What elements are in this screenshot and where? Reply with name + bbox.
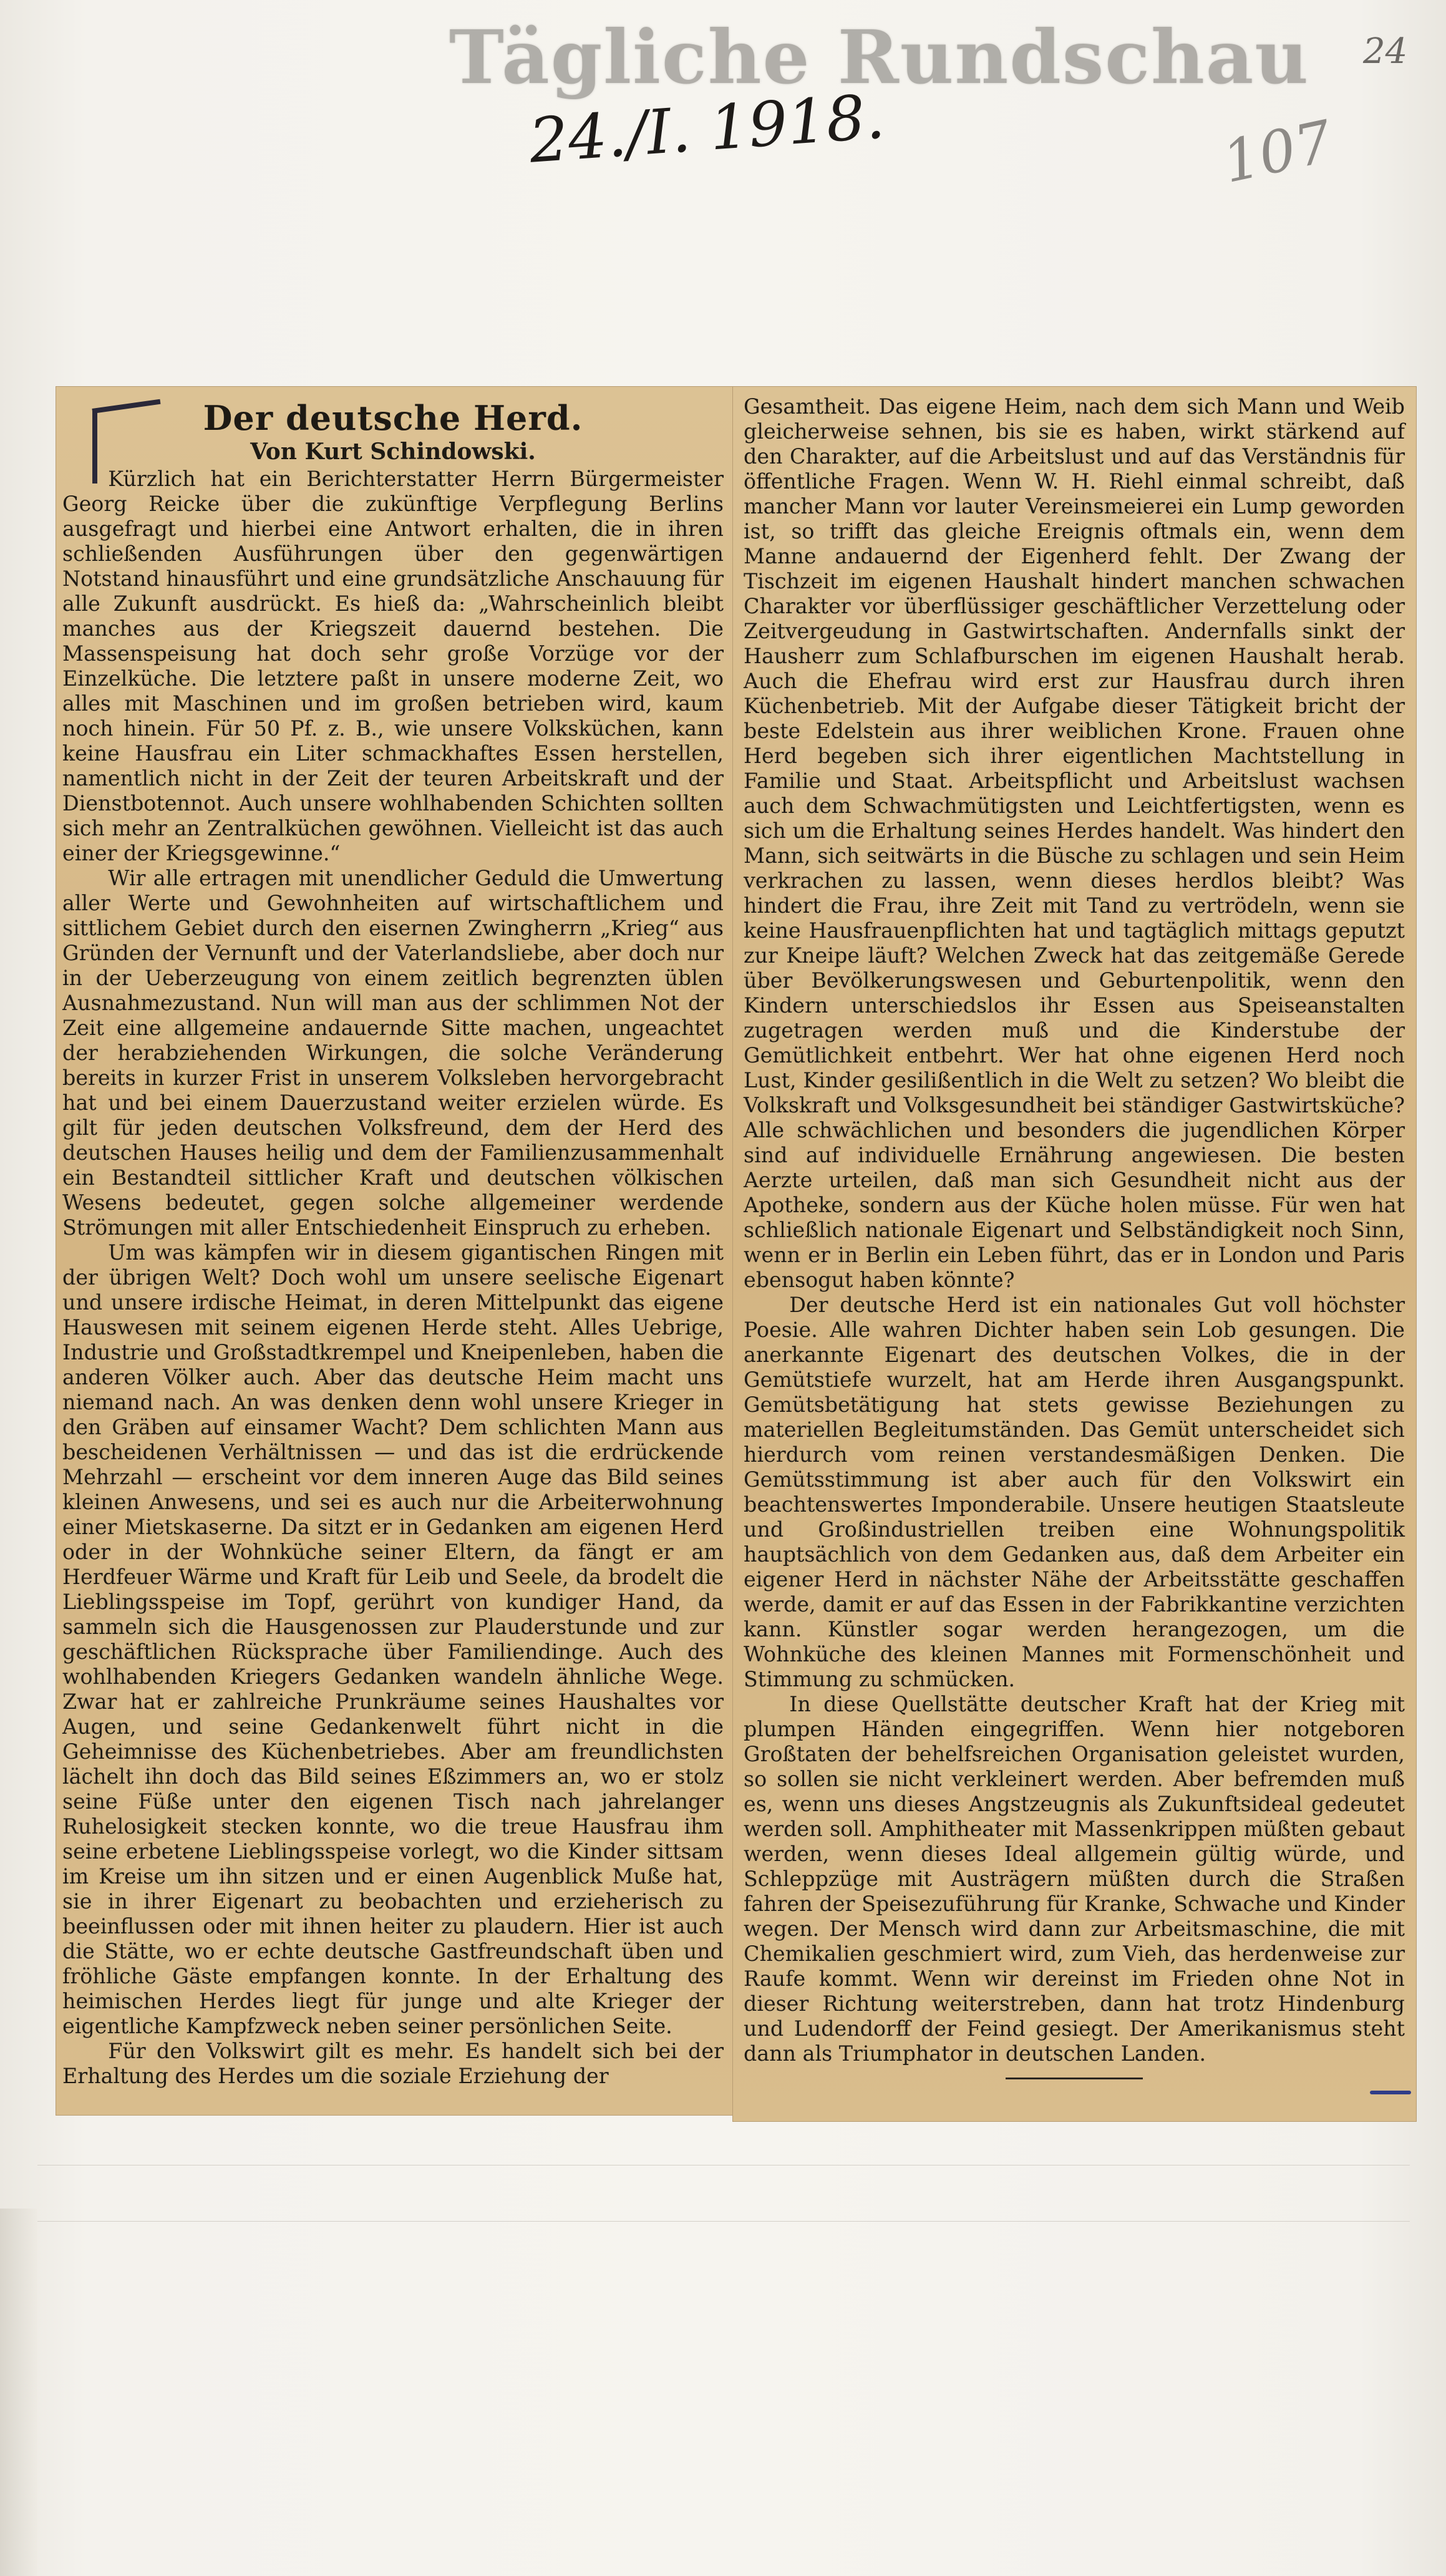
article-column-left bbox=[62, 399, 724, 2089]
newspaper-name-stamp: Tägliche Rundschau bbox=[449, 14, 1310, 100]
paragraph: Wir alle ertragen mit unendlicher Geduld die Umwertung aller Werte und Gewohnheiten auf wirtschaftlichem und sittlichem Gebiet durch den eisernen Zwingherrn „Krieg“ aus Gründen der Vernunft und der Vaterlandsliebe, aber doch nur in der Ueberzeugung von einem zeitlich begrenzten üblen Ausnahmezustand. Nun will man aus der schlimmen Not der Zeit eine allgemeine andauernde Sitte machen, ungeachtet der herabziehenden Wirkungen, die solche Veränderung bereits in kurzer Frist in unserem Volksleben hervorgebracht hat und bei einem Dauerzustand weiter erzielen würde. Es gilt für jeden deutschen Volksfreund, dem der Herd des deutschen Hauses heilig und dem der Familienzusammenhalt ein Bestandteil sittlicher Kraft und deutschen völkischen Wesens bedeutet, gegen solche allgemeiner werdende Strömungen mit aller Entschiedenheit Einspruch zu erheben. bbox=[62, 866, 724, 1240]
paragraph: Gesamtheit. Das eigene Heim, nach dem sich Mann und Weib gleicherweise sehnen, bis sie es haben, wirkt stärkend auf den Charakter, auf die Arbeitslust und auf das Verständnis für öffentliche Fragen. Wenn W. H. Riehl einmal schreibt, daß mancher Mann vor lauter Vereinsmeierei ein Lump geworden ist, so trifft das gleiche Ereignis oftmals ein, wenn dem Manne andauernd der Eigenherd fehlt. Der Zwang der Tischzeit im eigenen Haushalt hindert manchen schwachen Charakter vor überflüssiger geschäftlicher Verzettelung oder Zeitvergeudung in Gastwirtschaften. Andernfalls sinkt der Hausherr zum Schlafburschen im eigenen Haushalt herab. Auch die Ehefrau wird erst zur Hausfrau durch ihren Küchenbetrieb. Mit der Aufgabe dieser Tätigkeit bricht der beste Edelstein aus ihrer weiblichen Krone. Frauen ohne Herd begeben sich ihrer eigentlichen Machtstellung in Familie und Staat. Arbeitspflicht und Arbeitslust wachsen auch dem Schwachmütigsten und Leichtfertigsten, wenn es sich um die Erhaltung seines Herdes handelt. Was hindert den Mann, sich seitwärts in die Büsche zu schlagen und sein Heim verkrachen zu lassen, wenn dieses herdlos bleibt? Was hindert die Frau, ihre Zeit mit Tand zu vertrödeln, wenn sie keine Hausfrauenpflichten hat und tagtäglich mittags geputzt zur Kneipe läuft? Welchen Zweck hat das zeitgemäße Gerede über Bevölkerungswesen und Geburtenpolitik, wenn den Kindern unterschiedslos ihr Essen aus Speiseanstalten zugetragen werden muß und die Kinderstube der Gemütlichkeit entbehrt. Wer hat ohne eigenen Herd noch Lust, Kinder gesilißentlich in die Welt zu setzen? Wo bleibt die Volkskraft und Volksgesundheit bei ständiger Gastwirtsküche? Alle schwächlichen und besonders die jugendlichen Körper sind auf individuelle Ernährung angewiesen. Die besten Aerzte urteilen, daß man sich Gesundheit nicht aus der Apotheke, sondern aus der Küche holen müsse. Für wen hat schließlich nationale Eigenart und Selbständigkeit noch Sinn, wenn er in Berlin ein Leben führt, das er in London und Paris ebensogut haben könnte? bbox=[744, 394, 1405, 1292]
fold-line bbox=[37, 2221, 1410, 2222]
paragraph: In diese Quellstätte deutscher Kraft hat der Krieg mit plumpen Händen eingegriffen. Wenn hier notgeboren Großtaten der behelfsreichen Organisation geleistet wurden, so sollen sie nicht verkleinert werden. Aber befremden muß es, wenn uns dieses Angstzeugnis als Zukunftsideal gedeutet werden soll. Amphitheater mit Massenkrippen müßten gebaut werden, wenn dieses Ideal allgemein gültig würde, und Schleppzüge mit Austrägern müßten durch die Straßen fahren der Speisezuführung für Kranke, Schwache und Kinder wegen. Der Mensch wird dann zur Arbeitsmaschine, die mit Chemikalien geschmiert wird, zum Vieh, das herdenweise zur Raufe kommt. Wenn wir dereinst im Frieden ohne Not in dieser Richtung weiterstreben, dann hat trotz Hindenburg und Ludendorff der Feind gesiegt. Der Amerikanismus steht dann als Triumphator in deutschen Landen. bbox=[744, 1692, 1405, 2066]
paragraph: Der deutsche Herd ist ein nationales Gut voll höchster Poesie. Alle wahren Dichter haben sein Lob gesungen. Die anerkannte Eigenart des deutschen Volkes, die in der Gemütstiefe wurzelt, hat am Herde ihren Ausgangspunkt. Gemütsbetätigung hat stets gewisse Beziehungen zu materiellen Begleitumständen. Das Gemüt unterscheidet sich hierdurch vom reinen verstandesmäßigen Denken. Die Gemütsstimmung ist aber auch für den Volkswirt ein beachtenswertes Imponderabile. Unsere heutigen Staatsleute und Großindustriellen treiben eine Wohnungspolitik hauptsächlich von dem Gedanken aus, daß dem Arbeiter ein eigener Herd in nächster Nähe der Arbeitsstätte geschaffen werde, damit er auf das Essen in der Fabrikkantine verzichten kann. Künstler sogar werden herangezogen, um die Wohnküche des kleinen Mannes mit Formenschönheit und Stimmung zu schmücken. bbox=[744, 1293, 1405, 1691]
paragraph: Kürzlich hat ein Berichterstatter Herrn Bürgermeister Georg Reicke über die zukünftige Verpflegung Berlins ausgefragt und hierbei eine Antwort erhalten, die in ihren schließenden Ausführungen über den gegenwärtigen Notstand hinausführt und eine grundsätzliche Anschauung für alle Zukunft ausdrückt. Es hieß da: „Wahrscheinlich bleibt manches aus der Kriegszeit dauernd bestehen. Die Massenspeisung hat doch sehr große Vorzüge vor der Einzelküche. Die letztere paßt in unsere moderne Zeit, wo alles mit Maschinen und im großen betrieben wird, kaum noch hinein. Für 50 Pf. z. B., wie unsere Volksküchen, kann keine Hausfrau ein Liter schmackhaftes Essen herstellen, namentlich nicht in der Zeit der teuren Arbeitskraft und der Dienstbotennot. Auch unsere wohlhabenden Schichten sollten sich mehr an Zentralküchen gewöhnen. Vielleicht ist das auch einer der Kriegsgewinne.“ bbox=[62, 467, 724, 865]
paragraph: Um was kämpfen wir in diesem gigantischen Ringen mit der übrigen Welt? Doch wohl um unsere seelische Eigenart und unsere irdische Heimat, in deren Mittelpunkt das eigene Hauswesen mit seinem eigenen Herde steht. Alles Uebrige, Industrie und Großstadtkrempel und Kneipenleben, haben die anderen Völker auch. Aber das deutsche Heim macht uns niemand nach. An was denken denn wohl unsere Krieger in den Gräben auf einsamer Wacht? Dem schlichten Mann aus bescheidenen Verhältnissen — und das ist die erdrückende Mehrzahl — erscheint vor dem inneren Auge das Bild seines kleinen Anwesens, und sei es auch nur die Arbeiterwohnung einer Mietskaserne. Da sitzt er in Gedanken am eigenen Herd oder in der Wohnküche seiner Eltern, da fängt er am Herdfeuer Wärme und Kraft für Leib und Seele, da brodelt die Lieblingsspeise im Topf, gerührt von kundiger Hand, da sammeln sich die Hausgenossen zur Plauderstunde und zur geschäftlichen Rücksprache über Familiendinge. Auch des wohlhabenden Kriegers Gedanken wandeln ähnliche Wege. Zwar hat er zahlreiche Prunkräume seines Haushaltes vor Augen, und seine Gedankenwelt führt nicht in die Geheimnisse des Küchenbetriebes. Aber am freundlichsten lächelt ihn doch das Bild seines Eßzimmers an, wo er stolz seine Füße unter den eigenen Tisch nach jahrelanger Ruhelosigkeit stecken konnte, wo die treue Hausfrau ihm seine erbetene Lieblingsspeise vorlegt, wo die Kinder sittsam im Kreise um ihn sitzen und er einen Augenblick Muße hat, sie in ihrer Eigenart zu beobachten und erzieherisch zu beeinflussen oder mit ihnen heiter zu plaudern. Hier ist auch die Stätte, wo er echte deutsche Gastfreundschaft üben und fröhliche Gäste empfangen konnte. In der Erhaltung des heimischen Herdes liegt für junge und alte Krieger der eigentliche Kampfzweck neben seiner persönlichen Seite. bbox=[62, 1240, 724, 2038]
handwritten-date: 24./I. 1918. bbox=[526, 81, 887, 177]
reference-number: 107 bbox=[1216, 107, 1338, 197]
sheet-edge bbox=[0, 2209, 37, 2576]
article-column-right bbox=[744, 394, 1405, 2079]
page-number: 24 bbox=[1363, 31, 1408, 72]
end-rule bbox=[1006, 2078, 1143, 2079]
article-author: Von Kurt Schindowski. bbox=[250, 439, 536, 465]
article-title: Der deutsche Herd. bbox=[203, 398, 583, 438]
paragraph: Für den Volkswirt gilt es mehr. Es handelt sich bei der Erhaltung des Herdes um die soziale Erziehung der bbox=[62, 2039, 724, 2088]
blue-pencil-mark bbox=[1370, 2091, 1411, 2094]
